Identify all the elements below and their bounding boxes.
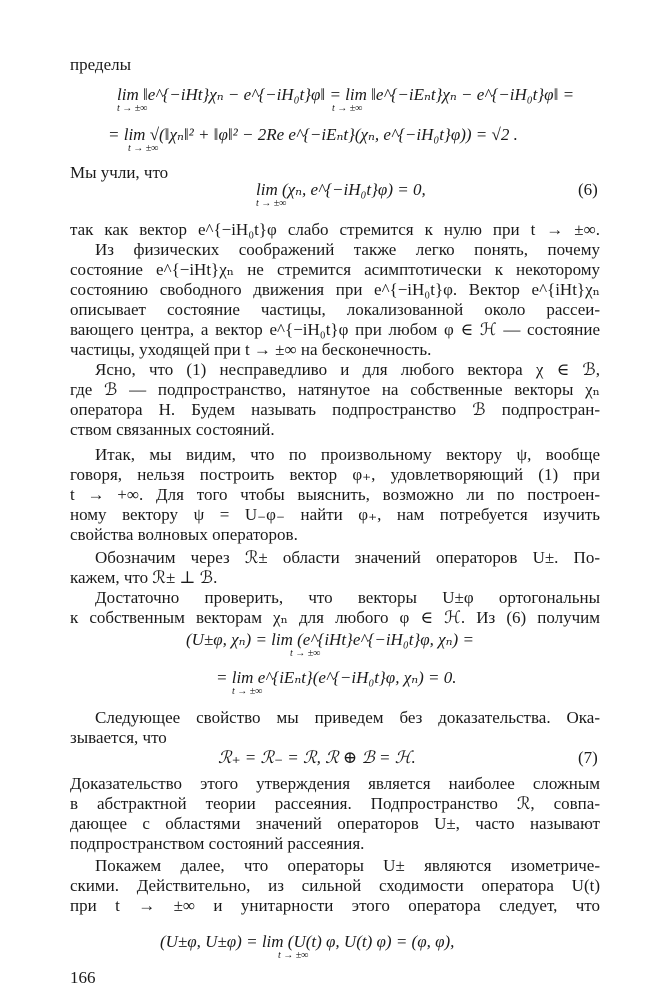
- equation-zero: = lim e^{iEₙt}(e^{−iH₀t}φ, χₙ) = 0.: [216, 668, 457, 687]
- text-line: кажем, что ℛ± ⊥ ℬ.: [70, 568, 218, 587]
- text-line: при t → ±∞ и унитарности этого оператора следует, что: [70, 896, 600, 915]
- text-line: состояние e^{−iHt}χₙ не стремится асимптотически к некоторому: [70, 260, 600, 279]
- text-line: t → +∞. Для того чтобы выяснить, возможно ли по построен-: [70, 485, 600, 504]
- limit-subscript: t → ±∞: [232, 686, 263, 697]
- equation-7: ℛ₊ = ℛ₋ = ℛ, ℛ ⊕ ℬ = ℋ.: [218, 748, 416, 767]
- text-line: Покажем далее, что операторы U± являются изометриче-: [95, 856, 600, 875]
- text-line: оператора H. Будем называть подпространство ℬ подпростран-: [70, 400, 600, 419]
- text-line: пределы: [70, 55, 132, 74]
- text-line: описывает состояние частицы, локализованной около рассеи-: [70, 300, 600, 319]
- text-line: вающего центра, а вектор e^{−iH₀t}φ при любом φ ∈ ℋ — состояние: [70, 320, 600, 339]
- text-line: дающее с областями значений операторов U±, часто называют: [70, 814, 600, 833]
- text-line: Ясно, что (1) несправедливо и для любого вектора χ ∈ ℬ,: [95, 360, 600, 379]
- equation-orthogonality: (U±φ, χₙ) = lim (e^{iHt}e^{−iH₀t}φ, χₙ) =: [186, 630, 474, 649]
- limit-subscript: t → ±∞: [290, 648, 321, 659]
- text-line: скими. Действительно, из сильной сходимости оператора U(t): [70, 876, 600, 895]
- text-line: говоря, нельзя построить вектор φ₊, удовлетворяющий (1) при: [70, 465, 600, 484]
- text-line: частицы, уходящей при t → ±∞ на бесконечность.: [70, 340, 432, 359]
- limit-subscript: t → ±∞: [117, 103, 148, 114]
- text-line: в абстрактной теории рассеяния. Подпространство ℛ, совпа-: [70, 794, 600, 813]
- text-line: Обозначим через ℛ± области значений операторов U±. По-: [95, 548, 600, 567]
- text-line: Доказательство этого утверждения является наиболее сложным: [70, 774, 600, 793]
- limit-subscript: t → ±∞: [278, 950, 309, 961]
- text-line: так как вектор e^{−iH₀t}φ слабо стремится к нулю при t → ±∞.: [70, 220, 600, 239]
- page-number: 166: [70, 968, 96, 987]
- text-line: Следующее свойство мы приведем без доказательства. Ока-: [95, 708, 600, 727]
- text-line: состоянию свободного движения при e^{−iH₀t}φ. Вектор e^{iHt}χₙ: [70, 280, 600, 299]
- text-line: Итак, мы видим, что по произвольному вектору ψ, вообще: [95, 445, 600, 464]
- text-line: зывается, что: [70, 728, 167, 747]
- equation-6: lim (χₙ, e^{−iH₀t}φ) = 0,: [256, 180, 426, 199]
- equation-number: (7): [578, 748, 598, 767]
- text-line: свойства волновых операторов.: [70, 525, 298, 544]
- text-line: ством связанных состояний.: [70, 420, 275, 439]
- limit-subscript: t → ±∞: [332, 103, 363, 114]
- equation-isometry: (U±φ, U±φ) = lim (U(t) φ, U(t) φ) = (φ, φ),: [160, 932, 455, 951]
- equation-number: (6): [578, 180, 598, 199]
- text-line: где ℬ — подпространство, натянутое на собственные векторы χₙ: [70, 380, 600, 399]
- equation-limit-norm: lim ‖e^{−iHt}χₙ − e^{−iH₀t}φ‖ = lim ‖e^{−iEₙt}χₙ − e^{−iH₀t}φ‖ =: [117, 85, 575, 104]
- text-line: подпространством состояний рассеяния.: [70, 834, 365, 853]
- text-line: к собственным векторам χₙ для любого φ ∈ ℋ. Из (6) получим: [70, 608, 600, 627]
- text-line: ному вектору ψ = U₋φ₋ найти φ₊, нам потребуется изучить: [70, 505, 600, 524]
- equation-sqrt2: = lim √(‖χₙ‖² + ‖φ‖² − 2Re e^{−iEₙt}(χₙ, e^{−iH₀t}φ)) = √2 .: [108, 125, 518, 144]
- text-line: Достаточно проверить, что векторы U±φ ортогональны: [95, 588, 600, 607]
- text-line: Мы учли, что: [70, 163, 169, 182]
- limit-subscript: t → ±∞: [128, 143, 159, 154]
- text-line: Из физических соображений также легко понять, почему: [95, 240, 600, 259]
- limit-subscript: t → ±∞: [256, 198, 287, 209]
